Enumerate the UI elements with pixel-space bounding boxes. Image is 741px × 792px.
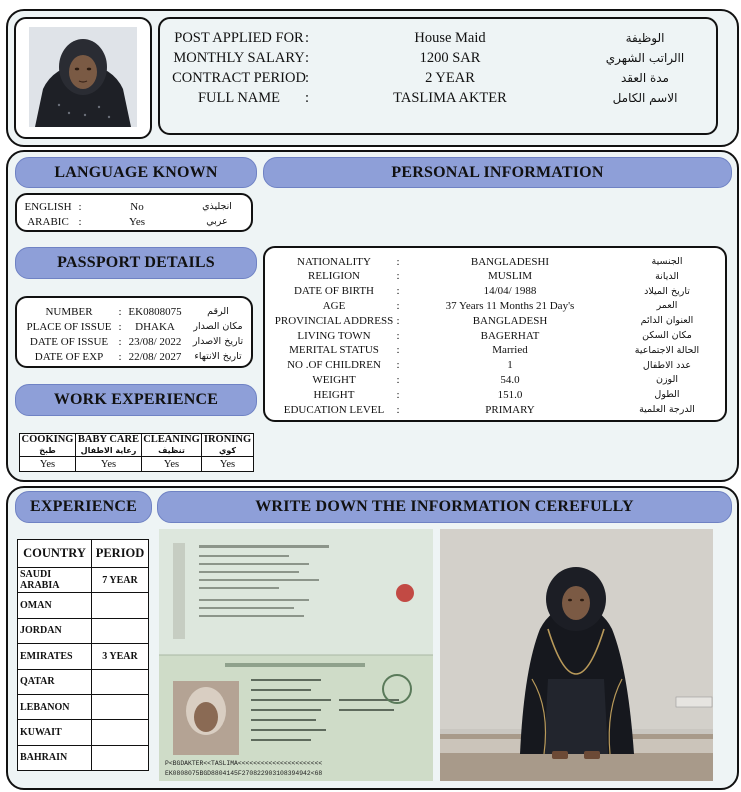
personal-value: Married bbox=[492, 344, 528, 357]
skill-label: COOKING bbox=[21, 434, 74, 445]
skill-label: IRONING bbox=[203, 434, 252, 445]
passport-scan-image bbox=[159, 529, 433, 781]
personal-label: MERITAL STATUS bbox=[289, 344, 379, 357]
country-cell: EMIRATES bbox=[18, 644, 92, 669]
skill-arabic: رعاية الاطفال bbox=[80, 446, 137, 455]
colon: : bbox=[304, 29, 310, 46]
skill-cooking bbox=[20, 434, 76, 457]
skill-value: Yes bbox=[202, 457, 254, 472]
personal-info-row bbox=[265, 284, 725, 299]
language-label: ENGLISH bbox=[24, 200, 72, 213]
colon: : bbox=[396, 270, 400, 283]
passport-arabic: الرقم bbox=[207, 306, 229, 317]
mrz-line-2: EK0808075BGD8804145F270822903108394942<68 bbox=[165, 770, 323, 777]
post-applied-value: House Maid bbox=[414, 29, 486, 46]
experience-row bbox=[18, 568, 149, 593]
passport-row bbox=[17, 304, 251, 319]
portrait-frame bbox=[14, 17, 152, 139]
monthly-salary-label: MONTHLY SALARY bbox=[173, 49, 305, 66]
language-row-arabic bbox=[17, 214, 251, 229]
experience-row bbox=[18, 644, 149, 669]
country-cell: KUWAIT bbox=[18, 720, 92, 745]
experience-row bbox=[18, 745, 149, 770]
period-cell bbox=[92, 694, 149, 719]
contract-period-label: CONTRACT PERIOD bbox=[172, 69, 306, 86]
passport-arabic: تاريخ الاصدار bbox=[192, 336, 244, 347]
skill-arabic: كوي bbox=[219, 446, 236, 455]
language-arabic: انجليذي bbox=[202, 201, 232, 212]
passport-value: DHAKA bbox=[135, 320, 175, 333]
passport-row bbox=[17, 349, 251, 364]
language-known-header: LANGUAGE KNOWN bbox=[15, 157, 257, 188]
write-down-header: WRITE DOWN THE INFORMATION CEREFULLY bbox=[157, 491, 732, 523]
country-cell: LEBANON bbox=[18, 694, 92, 719]
personal-label: RELIGION bbox=[308, 270, 360, 283]
portrait-photo bbox=[29, 27, 137, 127]
personal-label: HEIGHT bbox=[313, 388, 355, 401]
experience-header: EXPERIENCE bbox=[15, 491, 152, 523]
skill-value: Yes bbox=[20, 457, 76, 472]
passport-row bbox=[17, 319, 251, 334]
language-label: ARABIC bbox=[27, 215, 69, 228]
colon: : bbox=[396, 255, 400, 268]
skill-label: CLEANING bbox=[143, 434, 200, 445]
colon: : bbox=[304, 89, 310, 106]
experience-row bbox=[18, 694, 149, 719]
personal-value: BANGLADESH bbox=[472, 314, 548, 327]
personal-value: BAGERHAT bbox=[480, 329, 540, 342]
full-body-photo bbox=[440, 529, 713, 781]
period-cell bbox=[92, 745, 149, 770]
full-name-value: TASLIMA AKTER bbox=[393, 89, 507, 106]
experience-row bbox=[18, 669, 149, 694]
colon: : bbox=[396, 344, 400, 357]
monthly-salary-value: 1200 SAR bbox=[419, 49, 481, 66]
personal-label: EDUCATION LEVEL bbox=[283, 403, 385, 416]
colon: : bbox=[396, 299, 400, 312]
mrz-line-1: P<BGDAKTER<<TASLIMA<<<<<<<<<<<<<<<<<<<<<< bbox=[165, 760, 323, 767]
personal-value: 37 Years 11 Months 21 Day's bbox=[445, 299, 575, 312]
skill-value: Yes bbox=[142, 457, 202, 472]
personal-info-box bbox=[263, 246, 727, 422]
passport-row bbox=[17, 334, 251, 349]
personal-arabic: الطول bbox=[654, 389, 680, 401]
personal-info-row bbox=[265, 343, 725, 358]
colon: : bbox=[396, 373, 400, 386]
passport-arabic: مكان الصدار bbox=[193, 321, 243, 332]
personal-label: PROVINCIAL ADDRESS bbox=[274, 314, 394, 327]
personal-info-row bbox=[265, 372, 725, 387]
colon: : bbox=[396, 285, 400, 298]
post-applied-row bbox=[160, 28, 716, 48]
passport-label: NUMBER bbox=[45, 305, 93, 318]
colon: : bbox=[396, 314, 400, 327]
language-row-english bbox=[17, 199, 251, 214]
personal-value: 54.0 bbox=[500, 373, 520, 386]
personal-arabic: الجنسية bbox=[651, 256, 683, 267]
personal-arabic: الوزن bbox=[655, 374, 678, 386]
personal-arabic: الدرجة العلمية bbox=[639, 404, 695, 415]
personal-value: 1 bbox=[507, 359, 513, 372]
personal-label: AGE bbox=[322, 299, 346, 312]
colon: : bbox=[118, 305, 122, 318]
country-cell: BAHRAIN bbox=[18, 745, 92, 770]
passport-label: DATE OF EXP bbox=[34, 350, 104, 363]
language-box bbox=[15, 193, 253, 232]
personal-label: DATE OF BIRTH bbox=[293, 285, 374, 298]
period-cell bbox=[92, 618, 149, 643]
personal-label: LIVING TOWN bbox=[297, 329, 371, 342]
passport-arabic: تاريخ الانتهاء bbox=[194, 351, 242, 362]
personal-arabic: الديانة bbox=[655, 270, 679, 282]
skill-ironing bbox=[202, 434, 254, 457]
period-cell: 7 YEAR bbox=[92, 568, 149, 593]
colon: : bbox=[118, 350, 122, 363]
experience-row bbox=[18, 618, 149, 643]
country-header: COUNTRY bbox=[18, 540, 92, 568]
job-summary-box bbox=[158, 17, 718, 135]
experience-row bbox=[18, 593, 149, 618]
passport-details-header: PASSPORT DETAILS bbox=[15, 247, 257, 279]
personal-value: MUSLIM bbox=[487, 270, 532, 283]
language-arabic: عربي bbox=[206, 216, 228, 227]
period-cell bbox=[92, 720, 149, 745]
skill-value: Yes bbox=[76, 457, 142, 472]
skill-baby-care bbox=[76, 434, 142, 457]
personal-info-row bbox=[265, 387, 725, 402]
experience-row bbox=[18, 720, 149, 745]
passport-box bbox=[15, 296, 253, 368]
monthly-salary-arabic: االراتب الشهري bbox=[605, 51, 685, 65]
language-value: No bbox=[130, 200, 144, 213]
full-name-label: FULL NAME bbox=[197, 89, 281, 106]
personal-arabic: تاريخ الميلاد bbox=[644, 285, 690, 297]
personal-arabic: عدد الاطفال bbox=[642, 359, 692, 371]
contract-period-row bbox=[160, 68, 716, 88]
skill-cleaning bbox=[142, 434, 202, 457]
personal-value: BANGLADESHI bbox=[470, 255, 550, 268]
contract-period-value: 2 YEAR bbox=[425, 69, 475, 86]
skill-arabic: تنظيف bbox=[158, 446, 185, 455]
work-experience-header: WORK EXPERIENCE bbox=[15, 384, 257, 416]
colon: : bbox=[304, 69, 310, 86]
skill-label: BABY CARE bbox=[77, 434, 140, 445]
period-header: PERIOD bbox=[92, 540, 149, 568]
full-name-row bbox=[160, 88, 716, 108]
country-cell: SAUDI ARABIA bbox=[18, 568, 92, 593]
country-cell: OMAN bbox=[18, 593, 92, 618]
personal-info-row bbox=[265, 254, 725, 269]
language-value: Yes bbox=[128, 215, 145, 228]
post-applied-arabic: الوظيفة bbox=[625, 31, 665, 45]
monthly-salary-row bbox=[160, 48, 716, 68]
passport-label: DATE OF ISSUE bbox=[29, 335, 109, 348]
passport-value: EK0808075 bbox=[128, 305, 182, 318]
personal-value: 151.0 bbox=[497, 388, 523, 401]
colon: : bbox=[78, 215, 82, 228]
personal-info-row bbox=[265, 328, 725, 343]
post-applied-label: POST APPLIED FOR bbox=[174, 29, 304, 46]
colon: : bbox=[78, 200, 82, 213]
personal-info-row bbox=[265, 269, 725, 284]
passport-value: 22/08/ 2027 bbox=[128, 350, 182, 363]
period-cell bbox=[92, 669, 149, 694]
personal-arabic: العمر bbox=[656, 300, 678, 312]
personal-label: NATIONALITY bbox=[297, 255, 371, 268]
personal-info-row bbox=[265, 358, 725, 373]
period-cell bbox=[92, 593, 149, 618]
experience-table bbox=[17, 539, 149, 771]
colon: : bbox=[118, 335, 122, 348]
colon: : bbox=[396, 329, 400, 342]
passport-value: 23/08/ 2022 bbox=[128, 335, 182, 348]
personal-information-header: PERSONAL INFORMATION bbox=[263, 157, 732, 188]
passport-label: PLACE OF ISSUE bbox=[26, 320, 112, 333]
personal-arabic: العنوان الدائم bbox=[640, 315, 694, 327]
personal-label: NO .OF CHILDREN bbox=[287, 359, 381, 372]
personal-info-row bbox=[265, 313, 725, 328]
full-name-arabic: الاسم الكامل bbox=[612, 91, 678, 105]
work-experience-table bbox=[19, 433, 254, 472]
colon: : bbox=[304, 49, 310, 66]
personal-info-row bbox=[265, 298, 725, 313]
personal-arabic: الحالة الاجتماعية bbox=[634, 344, 700, 356]
skill-arabic: طبخ bbox=[39, 446, 56, 455]
colon: : bbox=[396, 403, 400, 416]
personal-value: PRIMARY bbox=[485, 403, 535, 416]
contract-period-arabic: مدة العقد bbox=[621, 71, 669, 85]
personal-arabic: مكان السكن bbox=[642, 330, 692, 341]
colon: : bbox=[118, 320, 122, 333]
country-cell: JORDAN bbox=[18, 618, 92, 643]
personal-info-row bbox=[265, 402, 725, 417]
country-cell: QATAR bbox=[18, 669, 92, 694]
colon: : bbox=[396, 388, 400, 401]
colon: : bbox=[396, 359, 400, 372]
personal-value: 14/04/ 1988 bbox=[483, 285, 537, 298]
period-cell: 3 YEAR bbox=[92, 644, 149, 669]
personal-label: WEIGHT bbox=[312, 373, 356, 386]
